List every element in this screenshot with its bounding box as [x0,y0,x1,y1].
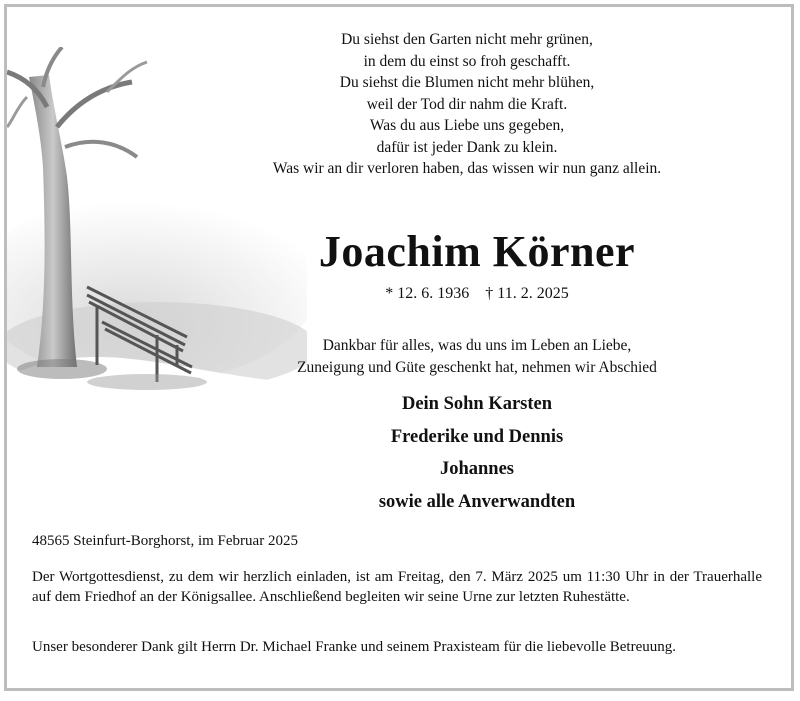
gratitude-text [227,335,727,378]
poem-line: in dem du einst so froh geschafft. [363,52,571,70]
poem [187,29,747,180]
gratitude-line: Zuneigung und Güte geschenkt hat, nehmen wir Abschied [297,358,657,376]
poem-line: weil der Tod dir nahm die Kraft. [366,95,568,113]
poem-line: Du siehst die Blumen nicht mehr blühen, [339,74,595,91]
place-date: 48565 Steinfurt-Borghorst, im Februar 2025 [32,533,298,549]
life-dates [207,283,747,305]
birth-date: * 12. 6. 1936 [385,285,470,302]
deceased-name: Joachim Körner [318,227,636,276]
mourner-entry: sowie alle Anverwandten [378,491,576,512]
poem-line: dafür ist jeder Dank zu klein. [376,138,558,156]
poem-line: Was du aus Liebe uns gegeben, [369,117,565,134]
gratitude-line: Dankbar für alles, was du uns im Leben an Liebe, [322,337,632,354]
mourners-list [227,388,727,518]
death-date: † 11. 2. 2025 [485,285,569,302]
obituary-notice [4,4,794,691]
mourner-entry: Dein Sohn Karsten [401,394,553,414]
thanks-note: Unser besonderer Dank gilt Herrn Dr. Michael Franke und seinem Praxisteam für die liebevolle Betreuung. [32,639,676,655]
mourner-entry: Frederike und Dennis [390,426,564,447]
mourner-entry: Johannes [439,459,515,479]
poem-line: Du siehst den Garten nicht mehr grünen, [341,31,593,48]
poem-line: Was wir an dir verloren haben, das wissen wir nun ganz allein. [272,160,662,177]
service-info: Der Wortgottesdienst, zu dem wir herzlich einladen, ist am Freitag, den 7. März 2025 um 11:30 Uhr in der Trauerhalle auf dem Friedhof an der Königsallee. Anschließend begleiten wir seine Urne zur letzten Ruhestätte. [32,569,762,605]
